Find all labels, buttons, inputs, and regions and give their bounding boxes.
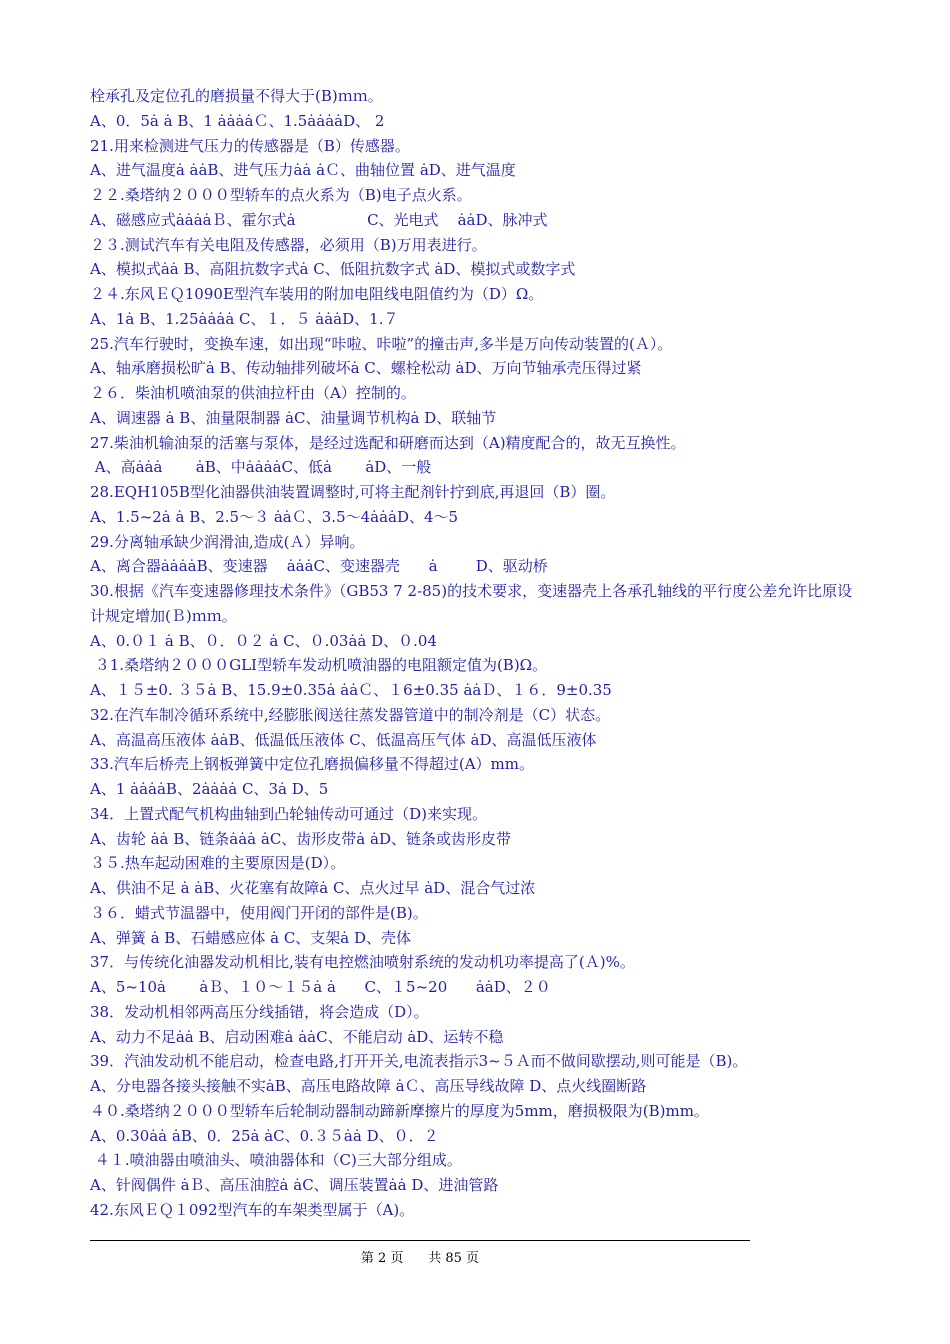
text-line: ４０.桑塔纳２０００型轿车后轮制动器制动蹄新摩擦片的厚度为5mm，磨损极限为(B)mm。: [90, 1101, 709, 1120]
text-line: A、0.０１ ȧ B、０．０２ ȧ C、０.03ȧȧ D、０.04: [90, 631, 437, 650]
page-footer: 第 2 页 共 85 页: [360, 1251, 480, 1266]
text-line: 37．与传统化油器发动机相比,装有电控燃油喷射系统的发动机功率提高了(Ａ)%。: [90, 953, 635, 972]
text-line: A、0．5ȧ ȧ B、1 ȧȧȧȧＣ、1.5ȧȧȧȧD、 2: [90, 111, 385, 130]
text-line: ２２.桑塔纳２０００型轿车的点火系为（B)电子点火系。: [90, 186, 472, 204]
text-line: 28.EQH105B型化油器供油装置调整时,可将主配剂针拧到底,再退回（B）圈。: [90, 483, 616, 501]
text-line: ３６．蜡式节温器中，使用阀门开闭的部件是(B)。: [90, 903, 428, 922]
text-line: 42.东风ＥＱ１092型汽车的车架类型属于（A)。: [90, 1200, 415, 1219]
text-line: 25.汽车行驶时，变换车速，如出现“咔啦、咔啦”的撞击声,多半是万向传动装置的(Ａ）。: [90, 334, 673, 353]
text-line: 21.用来检测进气压力的传感器是（B）传感器。: [90, 136, 410, 155]
text-line: 39．汽油发动机不能启动，检查电路,打开开关,电流表指示3~５Ａ而不做间歇摆动,则可能是（B)。: [90, 1052, 748, 1071]
text-line: A、动力不足ȧȧ B、启动困难ȧ ȧȧC、不能启动 ȧD、运转不稳: [90, 1027, 504, 1046]
text-line: A、高ȧȧȧ ȧB、中ȧȧȧȧC、低ȧ ȧD、一般: [90, 458, 432, 477]
text-line: ３５.热车起动困难的主要原因是(D）。: [90, 854, 346, 873]
text-line: A、1 ȧȧȧȧB、2ȧȧȧȧ C、3ȧ D、5: [90, 780, 329, 798]
text-line: A、分电器各接头接触不实ȧB、高压电路故障 ȧＣ、高压导线故障 D、点火线圈断路: [90, 1077, 647, 1095]
text-line: ４１.喷油器由喷油头、喷油器体和（C)三大部分组成。: [90, 1151, 462, 1170]
footer-divider: [90, 1240, 750, 1241]
text-line: A、１５±0. ３５ȧ B、15.9±0.35ȧ ȧȧＣ、１6±0.35 ȧȧＤ、１６．9±0.35: [90, 681, 612, 699]
document-body: [90, 84, 870, 1223]
text-line: A、1.5~2ȧ ȧ B、2.5～３ ȧȧＣ、3.5～4ȧȧȧD、4～5: [90, 507, 459, 526]
text-line: ３1.桑塔纳２０００GLI型轿车发动机喷油器的电阻额定值为(B)Ω。: [90, 656, 548, 675]
text-line: ２４.东风ＥＱ1090E型汽车装用的附加电阻线电阻值约为（D）Ω。: [90, 285, 544, 303]
text-line: ２６．柴油机喷油泵的供油拉杆由（A）控制的。: [90, 384, 416, 402]
text-line: ２３.测试汽车有关电阻及传感器，必须用（B)万用表进行。: [90, 235, 487, 254]
text-line: 33.汽车后桥壳上钢板弹簧中定位孔磨损偏移量不得超过(A）mm。: [90, 755, 534, 774]
text-line: 38．发动机相邻两高压分线插错，将会造成（D）。: [90, 1002, 429, 1021]
text-line: A、5~10ȧ ȧＢ、１０～１５ȧ ȧ C、１5~20 ȧȧD、２０: [90, 978, 551, 996]
text-line: 27.柴油机输油泵的活塞与泵体，是经过选配和研磨而达到（A)精度配合的，故无互换性。: [90, 433, 686, 452]
text-line: A、弹簧 ȧ B、石蜡感应体 ȧ C、支架ȧ D、壳体: [90, 928, 412, 947]
text-line: A、调速器 ȧ B、油量限制器 ȧC、油量调节机构ȧ D、联轴节: [90, 408, 497, 427]
text-line: 32.在汽车制冷循环系统中,经膨胀阀送往蒸发器管道中的制冷剂是（C）状态。: [90, 705, 611, 724]
text-line: A、轴承磨损松旷ȧ B、传动轴排列破坏ȧ C、螺栓松动 ȧD、万向节轴承壳压得过紧: [90, 359, 642, 378]
text-line: 34．上置式配气机构曲轴到凸轮轴传动可通过（D)来实现。: [90, 804, 487, 823]
text-line: A、针阀偶件 ȧＢ、高压油腔ȧ ȧC、调压装置ȧȧ D、进油管路: [90, 1176, 499, 1194]
text-line: A、齿轮 ȧȧ B、链条ȧȧȧ ȧC、齿形皮带ȧ ȧD、链条或齿形皮带: [90, 829, 511, 848]
text-line: 栓承孔及定位孔的磨损量不得大于(B)ｍｍ。: [90, 87, 383, 105]
text-line: A、高温高压液体 ȧȧB、低温低压液体 C、低温高压气体 ȧD、高温低压液体: [90, 730, 597, 749]
text-line: A、进气温度ȧ ȧȧB、进气压力ȧȧ ȧＣ、曲轴位置 ȧD、进气温度: [90, 161, 516, 180]
text-line: A、离合器ȧȧȧȧB、变速器 ȧȧȧC、变速器壳 ȧ D、驱动桥: [90, 557, 548, 576]
text-line: A、模拟式ȧȧ B、高阻抗数字式ȧ C、低阻抗数字式 ȧD、模拟式或数字式: [90, 260, 576, 279]
text-line: A、供油不足 ȧ ȧB、火花塞有故障ȧ C、点火过早 ȧD、混合气过浓: [90, 879, 536, 897]
text-line: A、磁感应式ȧȧȧȧＢ、霍尔式ȧ C、光电式 ȧȧD、脉冲式: [90, 210, 548, 229]
text-line: A、0.30ȧȧ ȧB、0．25ȧ ȧC、0.３５ȧȧ D、０．２: [90, 1126, 439, 1145]
text-line: A、1ȧ B、1.25ȧȧȧȧ C、１．５ ȧȧȧD、1.７: [90, 309, 399, 328]
text-line: 30.根据《汽车变速器修理技术条件》（GB53 7 2-85)的技术要求，变速器壳上各承孔轴线的平行度公差允许比原设计规定增加(Ｂ)ｍｍ。: [90, 582, 853, 625]
text-line: 29.分离轴承缺少润滑油,造成(Ａ）异响。: [90, 532, 365, 551]
